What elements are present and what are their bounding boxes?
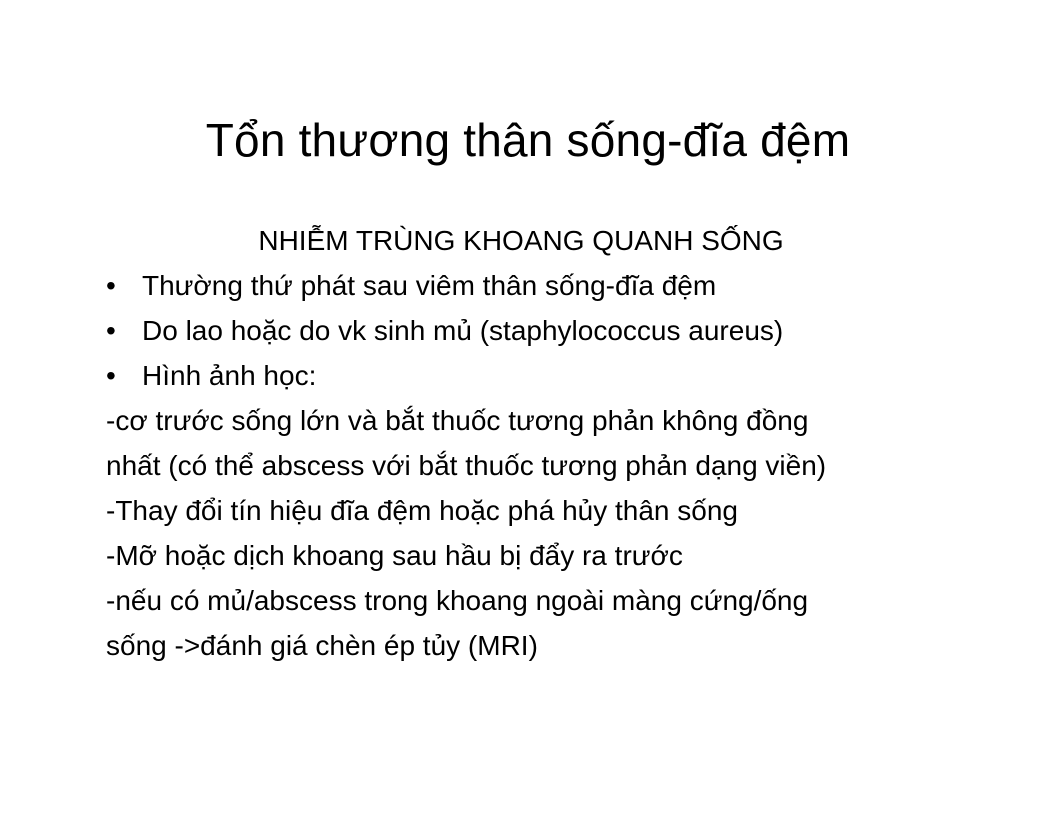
slide-subheading: NHIỄM TRÙNG KHOANG QUANH SỐNG — [258, 225, 784, 256]
bullet-icon: • — [106, 270, 116, 301]
bullet-icon: • — [106, 315, 116, 346]
slide-title: Tổn thương thân sống-đĩa đệm — [205, 114, 851, 166]
slide-body — [106, 218, 956, 668]
body-line: sống ->đánh giá chèn ép tủy (MRI) — [106, 630, 538, 661]
body-line: nhất (có thể abscess với bắt thuốc tương phản dạng viền) — [106, 450, 827, 481]
bullet-item — [106, 263, 956, 308]
bullet-item — [106, 353, 956, 398]
bullet-text: Thường thứ phát sau viêm thân sống-đĩa đệm — [142, 270, 717, 301]
bullet-text: Hình ảnh học: — [142, 360, 317, 391]
bullet-item — [106, 308, 956, 353]
body-line: -cơ trước sống lớn và bắt thuốc tương phản không đồng — [106, 405, 809, 436]
bullet-icon: • — [106, 360, 116, 391]
bullet-text: Do lao hoặc do vk sinh mủ (staphylococcus aureus) — [142, 315, 784, 346]
body-line: -Thay đổi tín hiệu đĩa đệm hoặc phá hủy thân sống — [106, 495, 738, 526]
body-line: -Mỡ hoặc dịch khoang sau hầu bị đẩy ra trước — [106, 540, 683, 571]
body-line: -nếu có mủ/abscess trong khoang ngoài màng cứng/ống — [106, 585, 809, 616]
